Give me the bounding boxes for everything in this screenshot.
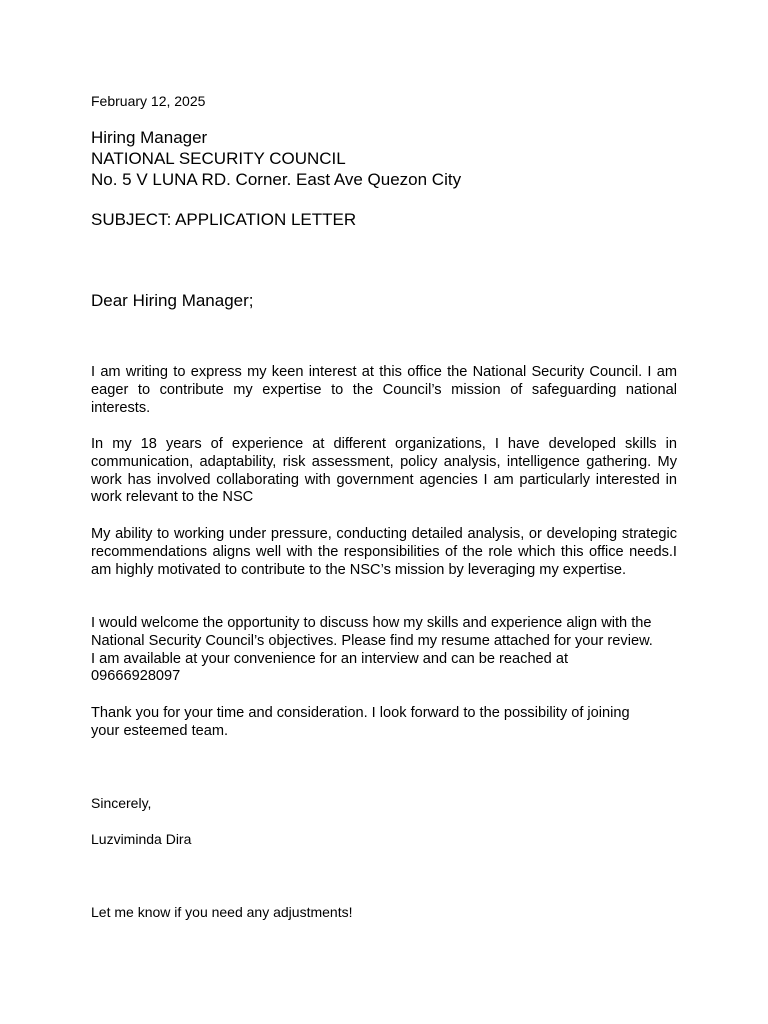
recipient-address: No. 5 V LUNA RD. Corner. East Ave Quezon City bbox=[91, 170, 462, 189]
paragraph-4-line: National Security Council’s objectives. Please find my resume attached for your review. bbox=[91, 632, 653, 649]
paragraph-4-line: I am available at your convenience for an interview and can be reached at bbox=[91, 650, 569, 667]
paragraph-4-line: I would welcome the opportunity to discuss how my skills and experience align with the bbox=[91, 615, 652, 631]
letter-salutation: Dear Hiring Manager; bbox=[91, 291, 254, 310]
body-paragraph-1: I am writing to express my keen interest at this office the National Security Council. I am eager to contribute my expertise to the Council’s mission of safeguarding national interests. bbox=[91, 364, 677, 416]
recipient-organization: NATIONAL SECURITY COUNCIL bbox=[91, 149, 346, 168]
footer-note: Let me know if you need any adjustments! bbox=[91, 904, 353, 920]
phone-number: 09666928097 bbox=[91, 668, 181, 685]
recipient-block bbox=[91, 127, 677, 190]
paragraph-5-line: Thank you for your time and consideration. I look forward to the possibility of joining bbox=[91, 705, 630, 721]
letter-date: February 12, 2025 bbox=[91, 93, 206, 109]
body-paragraph-4 bbox=[91, 615, 677, 686]
letter-closing: Sincerely, bbox=[91, 795, 152, 811]
body-paragraph-2: In my 18 years of experience at different organizations, I have developed skills in communication, adaptability, risk assessment, policy analysis, intelligence gathering. My work has involved collaborating with government agencies I am particularly interested in work relevant to the NSC bbox=[91, 436, 677, 506]
body-paragraph-3: My ability to working under pressure, conducting detailed analysis, or developing strategic recommendations aligns well with the responsibilities of the role which this office needs.I am highly motivated to contribute to the NSC’s mission by leveraging my expertise. bbox=[91, 526, 677, 578]
paragraph-5-line: your esteemed team. bbox=[91, 722, 229, 739]
recipient-title: Hiring Manager bbox=[91, 128, 208, 147]
body-paragraph-5 bbox=[91, 705, 677, 741]
signature-name: Luzviminda Dira bbox=[91, 831, 192, 847]
letter-subject: SUBJECT: APPLICATION LETTER bbox=[91, 210, 357, 229]
